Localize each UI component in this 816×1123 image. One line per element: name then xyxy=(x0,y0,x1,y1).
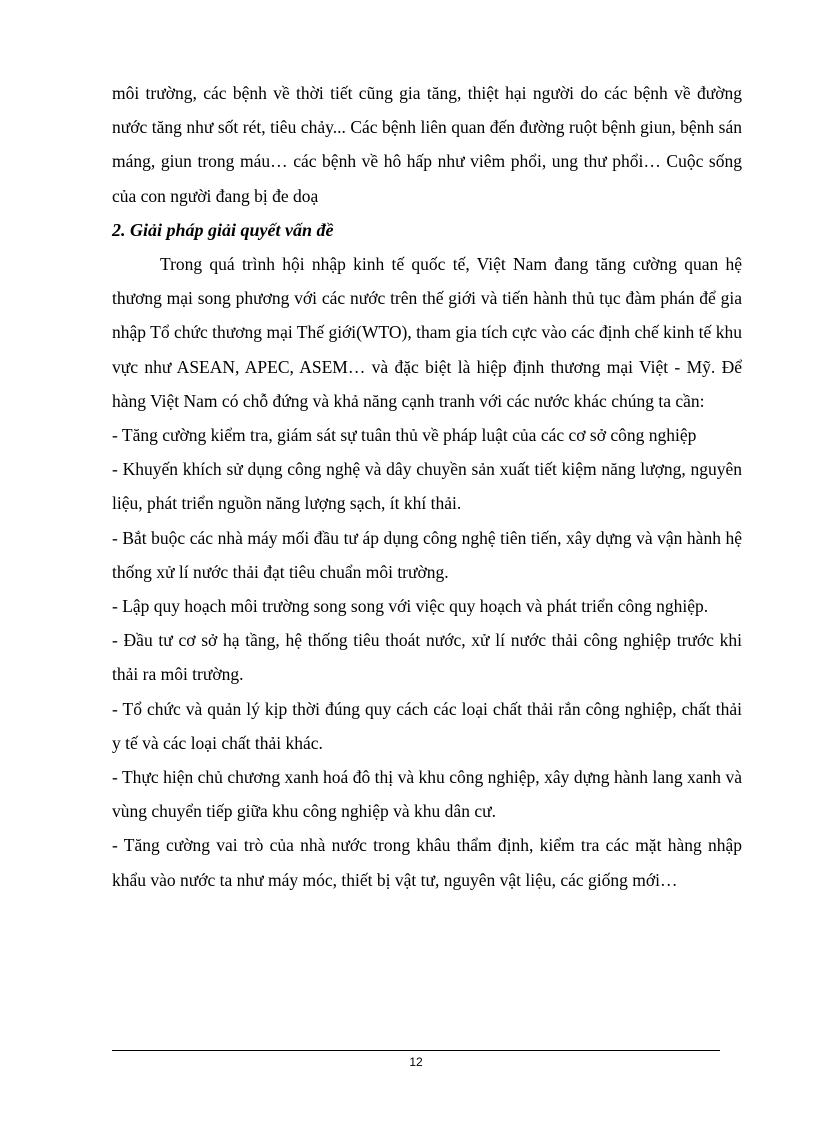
measure-item: - Đầu tư cơ sở hạ tầng, hệ thống tiêu thoát nước, xử lí nước thải công nghiệp trước khi thải ra môi trường. xyxy=(112,630,742,685)
body-paragraph: Trong quá trình hội nhập kinh tế quốc tế, Việt Nam đang tăng cường quan hệ thương mại song phương với các nước trên thế giới và tiến hành thủ tục đàm phán để gia nhập Tổ chức thương mại Thế giới(WTO), tham gia tích cực vào các định chế kinh tế khu vực như ASEAN, APEC, ASEM… và đặc biệt là hiệp định thương mại Việt - Mỹ. Để hàng Việt Nam có chỗ đứng và khả năng cạnh tranh với các nước khác chúng ta cần: xyxy=(112,254,742,411)
measure-item: - Tổ chức và quản lý kịp thời đúng quy cách các loại chất thải rắn công nghiệp, chất thải y tế và các loại chất thải khác. xyxy=(112,698,742,753)
measure-item: - Tăng cường vai trò của nhà nước trong khâu thẩm định, kiểm tra các mặt hàng nhập khẩu vào nước ta như máy móc, thiết bị vật tư, nguyên vật liệu, các giống mới… xyxy=(112,835,742,890)
measure-item: - Thực hiện chủ chương xanh hoá đô thị và khu công nghiệp, xây dựng hành lang xanh và vùng chuyển tiếp giữa khu công nghiệp và khu dân cư. xyxy=(112,767,742,822)
measure-item: - Tăng cường kiểm tra, giám sát sự tuân thủ về pháp luật của các cơ sở công nghiệp xyxy=(112,425,697,446)
footer-divider xyxy=(112,1050,720,1051)
section-heading: 2. Giải pháp giải quyết vấn đề xyxy=(112,219,334,240)
page-number: 12 xyxy=(409,1055,423,1069)
intro-paragraph: môi trường, các bệnh về thời tiết cũng gia tăng, thiệt hại người do các bệnh về đường nước tăng như sốt rét, tiêu chảy... Các bệnh liên quan đến đường ruột bệnh giun, bệnh sán máng, giun trong máu… các bệnh về hô hấp như viêm phổi, ung thư phổi… Cuộc sống của con người đang bị đe doạ xyxy=(112,83,742,206)
measure-item: - Lập quy hoạch môi trường song song với việc quy hoạch và phát triển công nghiệp. xyxy=(112,596,709,617)
document-page xyxy=(112,76,742,897)
measure-item: - Bắt buộc các nhà máy mối đầu tư áp dụng công nghệ tiên tiến, xây dựng và vận hành hệ thống xử lí nước thải đạt tiêu chuẩn môi trường. xyxy=(112,527,742,582)
measure-item: - Khuyến khích sử dụng công nghệ và dây chuyền sản xuất tiết kiệm năng lượng, nguyên liệu, phát triển nguồn năng lượng sạch, ít khí thải. xyxy=(112,459,742,514)
